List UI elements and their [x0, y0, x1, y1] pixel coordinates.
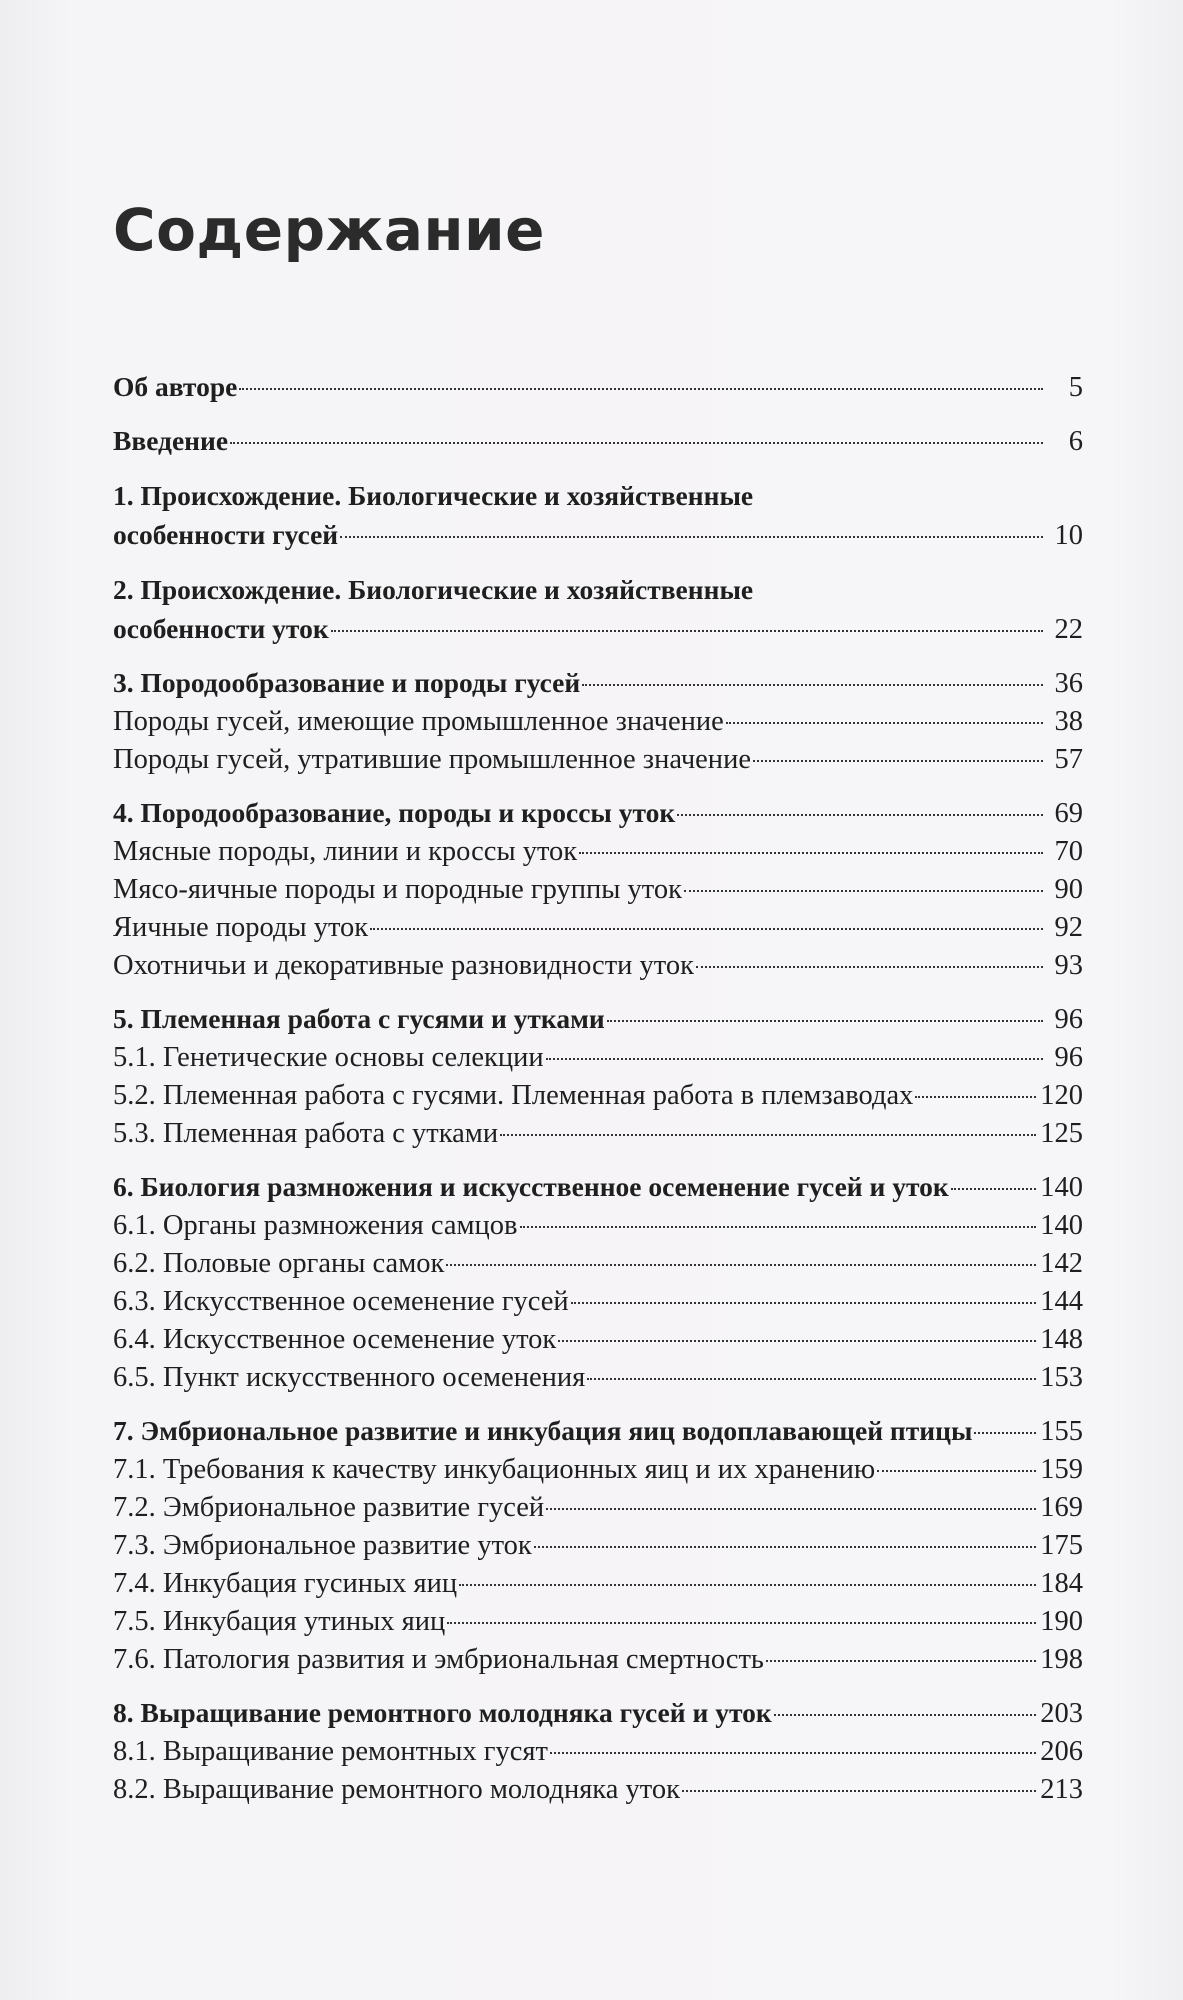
dot-leader	[877, 1470, 1036, 1472]
toc-section	[113, 664, 1083, 779]
toc-subsection-entry	[113, 947, 1083, 985]
toc-entry-title: 7.5. Инкубация утиных яиц	[113, 1606, 446, 1637]
dot-leader	[558, 1340, 1036, 1342]
toc-subsection-entry	[113, 1451, 1083, 1489]
toc-page-number: 5	[1068, 372, 1083, 403]
toc-subsection-entry	[113, 833, 1083, 871]
dot-leader	[753, 760, 1043, 762]
dot-leader	[446, 1264, 1036, 1266]
toc-page-number: 203	[1040, 1698, 1083, 1729]
toc-entry-heading-line: 2. Происхождение. Биологические и хозяйственные	[113, 574, 754, 605]
toc-entry-title: 6.4. Искусственное осеменение уток	[113, 1324, 557, 1355]
toc-subsection-entry	[113, 1733, 1083, 1771]
toc-page-number: 125	[1040, 1118, 1083, 1149]
toc-entry-title: 7.3. Эмбриональное развитие уток	[113, 1530, 532, 1561]
dot-leader	[682, 1790, 1036, 1792]
toc-section	[113, 1694, 1083, 1809]
toc-page-number: 175	[1040, 1530, 1083, 1561]
toc-section	[113, 1168, 1083, 1397]
toc-chapter-entry	[113, 1168, 1083, 1207]
toc-page-number: 184	[1040, 1568, 1083, 1599]
toc-subsection-entry	[113, 1359, 1083, 1397]
toc-entry-title: Охотничьи и декоративные разновидности уток	[113, 950, 694, 981]
toc-subsection-entry	[113, 1077, 1083, 1115]
toc-page-number: 144	[1040, 1286, 1083, 1317]
toc-entry-title: 7.2. Эмбриональное развитие гусей	[113, 1492, 545, 1523]
page-title: Содержание	[113, 196, 546, 264]
toc-page-number: 36	[1054, 668, 1083, 699]
dot-leader	[696, 966, 1043, 968]
dot-leader	[447, 1622, 1036, 1624]
toc-chapter-entry	[113, 794, 1083, 833]
toc-page-number: 142	[1040, 1248, 1083, 1279]
toc-entry-title: 5. Племенная работа с гусями и утками	[113, 1003, 605, 1034]
dot-leader	[370, 928, 1043, 930]
toc-entry-title: особенности уток	[113, 613, 329, 644]
toc-page-number: 206	[1040, 1736, 1083, 1767]
dot-leader	[331, 630, 1043, 632]
toc-chapter-entry	[113, 610, 1083, 649]
toc-entry-title: 8.1. Выращивание ремонтных гусят	[113, 1736, 548, 1767]
toc-entry-title: 7.1. Требования к качеству инкубационных яиц и их хранению	[113, 1454, 876, 1485]
toc-entry-title: 8.2. Выращивание ремонтного молодняка уток	[113, 1774, 680, 1805]
toc-entry-title: 6.3. Искусственное осеменение гусей	[113, 1286, 569, 1317]
toc-page-number: 140	[1040, 1210, 1083, 1241]
toc-entry-title: 5.2. Племенная работа с гусями. Племенная работа в племзаводах	[113, 1080, 914, 1111]
toc-subsection-entry	[113, 1245, 1083, 1283]
toc-section	[113, 368, 1083, 407]
toc-entry-title: Породы гусей, имеющие промышленное значение	[113, 706, 724, 737]
toc-entry-title: 6.2. Половые органы самок	[113, 1248, 445, 1279]
toc-entry-title: 7. Эмбриональное развитие и инкубация яиц водоплавающей птицы	[113, 1415, 973, 1446]
toc-page-number: 155	[1040, 1416, 1083, 1447]
dot-leader	[230, 442, 1043, 444]
dot-leader	[915, 1096, 1036, 1098]
toc-entry-title: Мясо-яичные породы и породные группы уток	[113, 874, 682, 905]
toc-subsection-entry	[113, 909, 1083, 947]
toc-entry-title: 6.1. Органы размножения самцов	[113, 1210, 518, 1241]
toc-entry-title: 3. Породообразование и породы гусей	[113, 667, 581, 698]
dot-leader	[520, 1226, 1037, 1228]
toc-subsection-entry	[113, 1321, 1083, 1359]
toc-chapter-entry	[113, 422, 1083, 461]
toc-page-number: 140	[1040, 1172, 1083, 1203]
toc-page-number: 92	[1054, 912, 1083, 943]
toc-page-number: 57	[1054, 744, 1083, 775]
toc-page-number: 22	[1054, 614, 1083, 645]
toc-page-number: 198	[1040, 1644, 1083, 1675]
toc-chapter-entry	[113, 516, 1083, 555]
dot-leader	[677, 814, 1043, 816]
toc-page-number: 38	[1054, 706, 1083, 737]
toc-page-number: 148	[1040, 1324, 1083, 1355]
toc-subsection-entry	[113, 1283, 1083, 1321]
toc-subsection-entry	[113, 1565, 1083, 1603]
toc-page-number: 153	[1040, 1362, 1083, 1393]
toc-page-number: 96	[1054, 1042, 1083, 1073]
toc-entry-title: 6. Биология размножения и искусственное осеменение гусей и уток	[113, 1171, 949, 1202]
dot-leader	[726, 722, 1043, 724]
toc-page-number: 159	[1040, 1454, 1083, 1485]
toc-page-number: 213	[1040, 1774, 1083, 1805]
toc-page-number: 70	[1054, 836, 1083, 867]
dot-leader	[459, 1584, 1036, 1586]
toc-subsection-entry	[113, 1527, 1083, 1565]
toc-entry-title: Яичные породы уток	[113, 912, 369, 943]
dot-leader	[550, 1752, 1036, 1754]
toc-page-number: 120	[1040, 1080, 1083, 1111]
dot-leader	[546, 1508, 1036, 1510]
toc-page-number: 90	[1054, 874, 1083, 905]
toc-page-number: 169	[1040, 1492, 1083, 1523]
toc-chapter-entry	[113, 1694, 1083, 1733]
toc-subsection-entry	[113, 741, 1083, 779]
toc-entry-title: 5.1. Генетические основы селекции	[113, 1042, 544, 1073]
toc-subsection-entry	[113, 1771, 1083, 1809]
toc-entry-title: 4. Породообразование, породы и кроссы уток	[113, 797, 676, 828]
toc-subsection-entry	[113, 703, 1083, 741]
toc-chapter-entry	[113, 1000, 1083, 1039]
dot-leader	[974, 1432, 1036, 1434]
toc-entry-title: 6.5. Пункт искусственного осеменения	[113, 1362, 586, 1393]
toc-subsection-entry	[113, 1603, 1083, 1641]
table-of-contents	[113, 368, 1083, 1824]
dot-leader	[534, 1546, 1037, 1548]
toc-subsection-entry	[113, 871, 1083, 909]
dot-leader	[587, 1378, 1036, 1380]
dot-leader	[774, 1714, 1037, 1716]
dot-leader	[684, 890, 1043, 892]
toc-entry-heading-line: 1. Происхождение. Биологические и хозяйственные	[113, 480, 754, 511]
toc-section	[113, 794, 1083, 985]
toc-entry-title: 7.4. Инкубация гусиных яиц	[113, 1568, 458, 1599]
toc-section	[113, 476, 1083, 555]
toc-entry-title: Введение	[113, 425, 229, 456]
dot-leader	[582, 684, 1043, 686]
toc-page-number: 190	[1040, 1606, 1083, 1637]
toc-subsection-entry	[113, 1489, 1083, 1527]
toc-entry-title: Породы гусей, утратившие промышленное значение	[113, 744, 751, 775]
toc-page-number: 69	[1054, 798, 1083, 829]
toc-entry-title: 5.3. Племенная работа с утками	[113, 1118, 499, 1149]
toc-chapter-entry	[113, 664, 1083, 703]
toc-subsection-entry	[113, 1039, 1083, 1077]
dot-leader	[571, 1302, 1037, 1304]
dot-leader	[951, 1188, 1037, 1190]
dot-leader	[239, 388, 1043, 390]
toc-page-number: 6	[1068, 426, 1083, 457]
toc-chapter-entry	[113, 368, 1083, 407]
toc-page-number: 10	[1054, 520, 1083, 551]
toc-section	[113, 1412, 1083, 1679]
dot-leader	[500, 1134, 1036, 1136]
dot-leader	[546, 1058, 1043, 1060]
toc-entry-title: Мясные породы, линии и кроссы уток	[113, 836, 578, 867]
dot-leader	[766, 1660, 1036, 1662]
toc-section	[113, 570, 1083, 649]
dot-leader	[579, 852, 1043, 854]
toc-entry-title: 7.6. Патология развития и эмбриональная смертность	[113, 1644, 764, 1675]
toc-subsection-entry	[113, 1115, 1083, 1153]
toc-entry-title: Об авторе	[113, 371, 238, 402]
toc-subsection-entry	[113, 1207, 1083, 1245]
toc-subsection-entry	[113, 1641, 1083, 1679]
toc-page-number: 93	[1054, 950, 1083, 981]
toc-section	[113, 1000, 1083, 1153]
toc-entry-title: 8. Выращивание ремонтного молодняка гусей и уток	[113, 1697, 772, 1728]
dot-leader	[340, 536, 1043, 538]
dot-leader	[607, 1020, 1043, 1022]
toc-entry-title: особенности гусей	[113, 519, 339, 550]
toc-page-number: 96	[1054, 1004, 1083, 1035]
toc-chapter-entry	[113, 1412, 1083, 1451]
toc-section	[113, 422, 1083, 461]
